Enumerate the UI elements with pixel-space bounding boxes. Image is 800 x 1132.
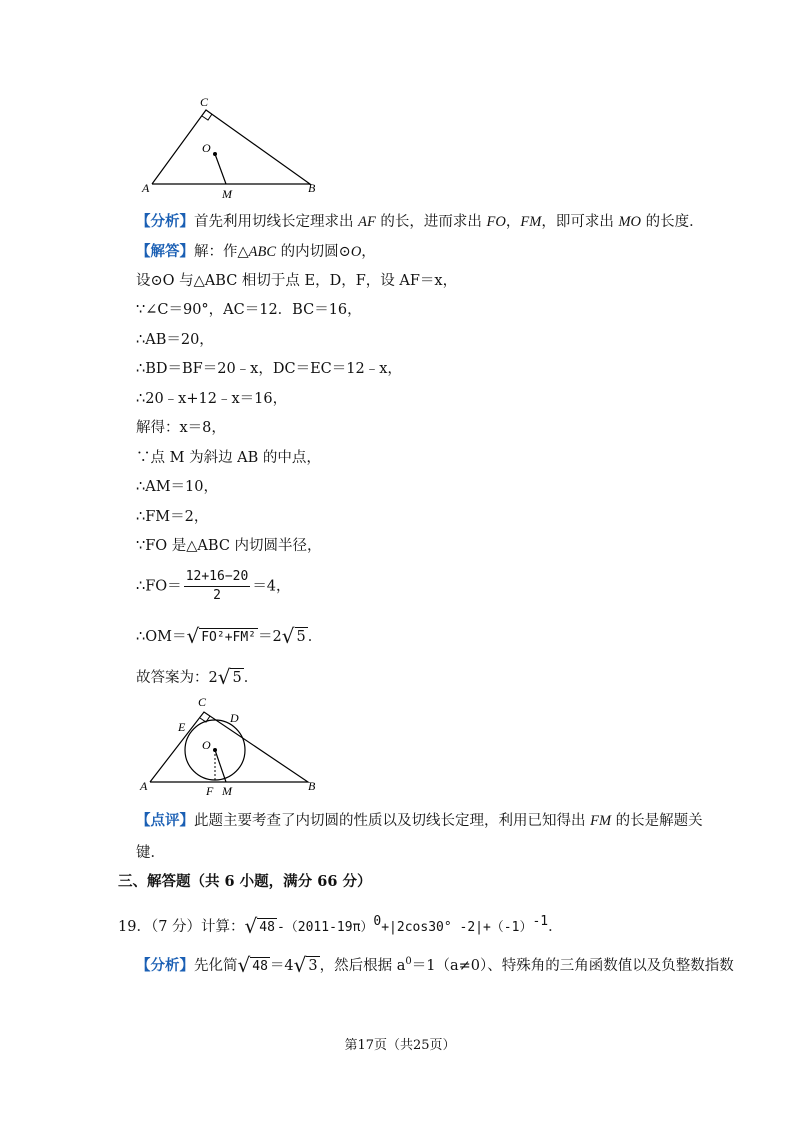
answer-line-14: 故答案为：2√ 5 ． xyxy=(136,665,259,689)
answer-line-13: ∴OM＝√ FO²+FM² ＝2√ 5 ． xyxy=(136,624,323,648)
review-line-2: 键． xyxy=(136,845,165,861)
label-f: F xyxy=(206,784,214,798)
answer-tag: 【解答】 xyxy=(136,243,194,260)
label-o: O xyxy=(202,738,211,752)
question-19: 19．（7 分）计算：√ 48 $-(2011-19\pi)^0+|2\cos 30^\circ$ $-2|+(-1)^{-1}$． xyxy=(118,913,563,938)
label-c: C xyxy=(198,695,207,709)
analysis-tag: 【分析】 xyxy=(136,956,194,974)
review-paragraph: 【点评】此题主要考查了内切圆的性质以及切线长定理，利用已知得出 FM 的长是解题关 xyxy=(136,812,703,829)
answer-line-2: 设⊙O 与△ABC 相切于点 E，D，F，设 AF＝x， xyxy=(136,273,458,289)
analysis-paragraph: 【分析】首先利用切线长定理求出 AF 的长，进而求出 FO，FM，即可求出 MO 的长度． xyxy=(136,213,704,230)
analysis-tag: 【分析】 xyxy=(136,213,194,230)
triangle-figure-2 xyxy=(138,694,338,800)
answer-line-6: ∴20﹣x+12﹣x＝16， xyxy=(136,391,288,407)
fraction: $\frac{12+16-20}{2}$ xyxy=(185,569,249,603)
triangle-figure-1 xyxy=(140,92,330,202)
review-tag: 【点评】 xyxy=(136,812,194,829)
label-d: D xyxy=(230,711,239,725)
label-m: M xyxy=(222,187,232,201)
label-b: B xyxy=(308,181,316,195)
label-a: A xyxy=(140,779,148,793)
answer-line-1: 【解答】解：作△ABC 的内切圆⊙O， xyxy=(136,243,376,260)
answer-line-11: ∵FO 是△ABC 内切圆半径， xyxy=(136,538,322,554)
answer-line-12: ∴FO＝ $\frac{12+16-20}{2}$ ＝4， xyxy=(136,569,291,603)
answer-line-7: 解得：x＝8， xyxy=(136,420,226,436)
label-a: A xyxy=(142,181,150,195)
answer-line-10: ∴FM＝2， xyxy=(136,509,209,525)
question-19-analysis: 【分析】先化简√ 48 ＝4√ 3 ，然后根据 $a^0=1(a\ne 0)$、特殊角的三角函数值以及负整数指数 xyxy=(136,952,734,977)
answer-line-9: ∴AM＝10， xyxy=(136,479,218,495)
answer-line-4: ∴AB＝20， xyxy=(136,332,214,348)
section-title: 三、解答题（共 6 小题，满分 66 分） xyxy=(118,873,372,890)
label-m: M xyxy=(222,784,232,798)
label-e: E xyxy=(178,720,186,734)
answer-line-5: ∴BD＝BF＝20﹣x，DC＝EC＝12﹣x， xyxy=(136,361,402,377)
label-o: O xyxy=(202,141,211,155)
answer-line-8: ∵点 M 为斜边 AB 的中点， xyxy=(136,450,321,466)
page-footer: 第17页（共25页） xyxy=(344,1038,456,1053)
label-c: C xyxy=(200,95,209,109)
answer-line-3: ∵∠C＝90°，AC＝12．BC＝16， xyxy=(136,302,362,318)
label-b: B xyxy=(308,779,316,793)
